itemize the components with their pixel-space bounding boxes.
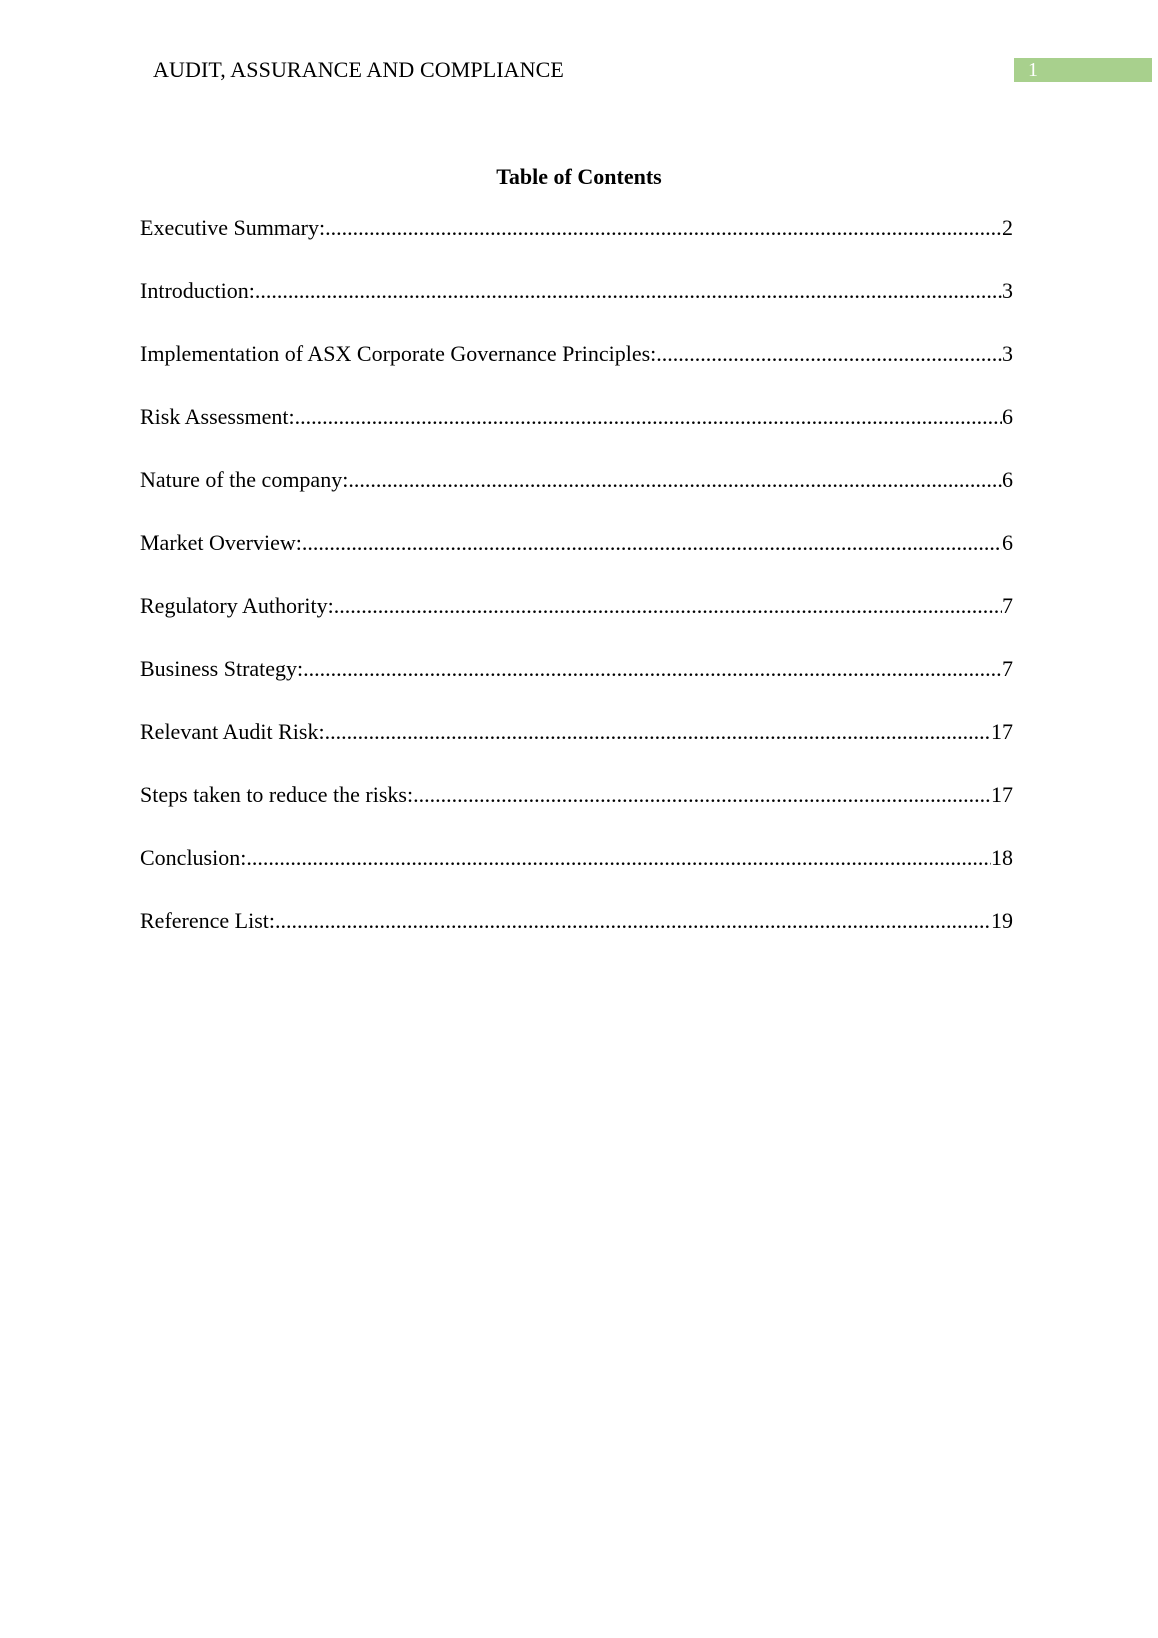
- toc-entry-page: 7: [1002, 593, 1013, 618]
- toc-dot-leader: [413, 781, 991, 809]
- toc-entry-label: Regulatory Authority:: [140, 593, 334, 618]
- toc-dot-leader: [275, 907, 991, 935]
- toc-dot-leader: [295, 403, 1002, 431]
- toc-entry-page: 6: [1002, 467, 1013, 492]
- toc-entry-nature-of-company[interactable]: [140, 466, 1013, 529]
- toc-entry-asx-principles[interactable]: [140, 340, 1013, 403]
- toc-entry-label: Executive Summary:: [140, 215, 326, 240]
- toc-entry-page: 19: [991, 908, 1013, 933]
- toc-entry-label: Risk Assessment:: [140, 404, 295, 429]
- toc-entry-page: 2: [1002, 215, 1013, 240]
- toc-entry-relevant-audit-risk[interactable]: [140, 718, 1013, 781]
- page-number: 1: [1014, 58, 1152, 82]
- toc-entry-page: 6: [1002, 530, 1013, 555]
- toc-entry-page: 6: [1002, 404, 1013, 429]
- toc-dot-leader: [246, 844, 991, 872]
- toc-entry-label: Introduction:: [140, 278, 255, 303]
- toc-entry-page: 17: [991, 782, 1013, 807]
- toc-dot-leader: [334, 592, 1002, 620]
- toc-dot-leader: [302, 529, 1002, 557]
- toc-entry-executive-summary[interactable]: [140, 214, 1013, 277]
- toc-entry-page: 3: [1002, 341, 1013, 366]
- toc-entry-risk-assessment[interactable]: [140, 403, 1013, 466]
- toc-entry-conclusion[interactable]: [140, 844, 1013, 907]
- toc-entry-business-strategy[interactable]: [140, 655, 1013, 718]
- toc-dot-leader: [656, 340, 1002, 368]
- toc-entry-regulatory-authority[interactable]: [140, 592, 1013, 655]
- toc-entry-label: Business Strategy:: [140, 656, 304, 681]
- toc-dot-leader: [303, 655, 1002, 683]
- toc-entry-label: Conclusion:: [140, 845, 247, 870]
- toc-list: [140, 214, 1013, 970]
- toc-entry-introduction[interactable]: [140, 277, 1013, 340]
- toc-entry-market-overview[interactable]: [140, 529, 1013, 592]
- toc-entry-page: 3: [1002, 278, 1013, 303]
- toc-entry-label: Steps taken to reduce the risks:: [140, 782, 414, 807]
- toc-entry-label: Relevant Audit Risk:: [140, 719, 325, 744]
- toc-entry-steps-to-reduce-risks[interactable]: [140, 781, 1013, 844]
- toc-entry-label: Implementation of ASX Corporate Governance Principles:: [140, 341, 657, 366]
- toc-heading: Table of Contents: [496, 164, 662, 189]
- toc-entry-label: Nature of the company:: [140, 467, 349, 492]
- toc-entry-reference-list[interactable]: [140, 907, 1013, 970]
- toc-dot-leader: [325, 214, 1002, 242]
- toc-entry-label: Reference List:: [140, 908, 275, 933]
- toc-dot-leader: [325, 718, 991, 746]
- toc-entry-page: 18: [991, 845, 1013, 870]
- toc-dot-leader: [348, 466, 1002, 494]
- toc-entry-label: Market Overview:: [140, 530, 302, 555]
- running-header-title: AUDIT, ASSURANCE AND COMPLIANCE: [153, 57, 564, 82]
- toc-dot-leader: [255, 277, 1002, 305]
- toc-entry-page: 7: [1002, 656, 1013, 681]
- toc-entry-page: 17: [991, 719, 1013, 744]
